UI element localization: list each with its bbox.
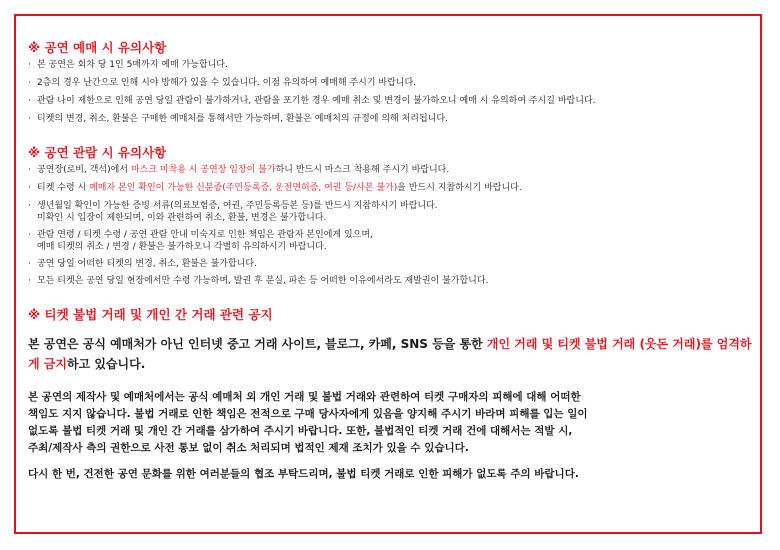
booking-notes-list (28, 59, 758, 125)
list-item: · 본 공연은 회차 당 1인 5매까지 예매 가능합니다. (28, 60, 228, 70)
list-item: · 관람 연령 / 티켓 수령 / 공연 관람 안내 미숙지로 인한 책임은 관람자 본인에게 있으며, 예매 티켓의 취소 / 변경 / 환불은 불가하오니 각별히 유의하시기 바랍니다. (28, 230, 373, 252)
booking-section-title: ※ 공연 예매 시 유의사항 (28, 40, 167, 55)
list-item: · 공연장(로비, 객석)에서 마스크 미착용 시 공연장 입장이 불가하니 반드시 마스크 착용해 주시기 바랍니다. (28, 165, 450, 175)
viewing-notes-list (28, 164, 758, 287)
viewing-section-title: ※ 공연 관람 시 유의사항 (28, 145, 167, 160)
list-item: · 티켓의 변경, 취소, 환불은 구매한 예매처를 통해서만 가능하며, 환불은 예매처의 규정에 의해 처리됩니다. (28, 114, 448, 124)
list-item: · 2층의 경우 난간으로 인해 시야 방해가 있을 수 있습니다. 이점 유의하여 예매해 주시기 바랍니다. (28, 78, 417, 88)
list-item: · 모든 티켓은 공연 당일 현장에서만 수령 가능하며, 발권 후 분실, 파손 등 어떠한 이유에서라도 재발권이 불가합니다. (28, 276, 489, 286)
list-item: · 관람 나이 제한으로 인해 공연 당일 관람이 불가하거나, 관람을 포기한 경우 예매 취소 및 변경이 불가하오니 예매 시 유의하여 주시길 바랍니다. (28, 96, 596, 106)
list-item: · 티켓 수령 시 예매자 본인 확인이 가능한 신분증(주민등록증, 운전면허증, 여권 등/사본 불가)을 반드시 지참하시기 바랍니다. (28, 183, 522, 193)
list-item: · 공연 당일 어떠한 티켓의 변경, 취소, 환불은 불가합니다. (28, 259, 257, 269)
closing-paragraph: 다시 한 번, 건전한 공연 문화를 위한 여러분들의 협조 부탁드리며, 불법 티켓 거래로 인한 피해가 없도록 주의 바랍니다. (28, 468, 579, 480)
illegal-trade-section-title: ※ 티켓 불법 거래 및 개인 간 거래 관련 공지 (28, 307, 273, 322)
notice-content (28, 40, 758, 483)
disclaimer-paragraph: 본 공연의 제작사 및 예매처에서는 공식 예매처 외 개인 거래 및 불법 거래와 관련하여 티켓 구매자의 피해에 대해 어떠한 책임도 지지 않습니다. 불법 거래로 인한 책임은 전적으로 구매 당사자에게 있음을 양지해 주시기 바라며 피해를 입는 일이 없도록 불법 티켓 거래 및 개인 간 거래를 삼가하여 주시기 바랍니다. 또한, 불법적인 티켓 거래 건에 대해서는 적발 시, 주최/제작사 측의 권한으로 사전 통보 없이 취소 처리되며 법적인 제재 조치가 있을 수 있습니다. (28, 391, 588, 454)
list-item: · 생년월일 확인이 가능한 증빙 서류(의료보험증, 여권, 주민등록등본 등)를 반드시 지참하시기 바랍니다. 미확인 시 입장이 제한되며, 이와 관련하여 취소, 환불, 변경은 불가합니다. (28, 201, 438, 223)
illegal-trade-lead: 본 공연은 공식 예매처가 아닌 인터넷 중고 거래 사이트, 블로그, 카페, SNS 등을 통한 개인 거래 및 티켓 불법 거래 (웃돈 거래)를 엄격하게 금지하고 있습니다. (28, 337, 752, 371)
